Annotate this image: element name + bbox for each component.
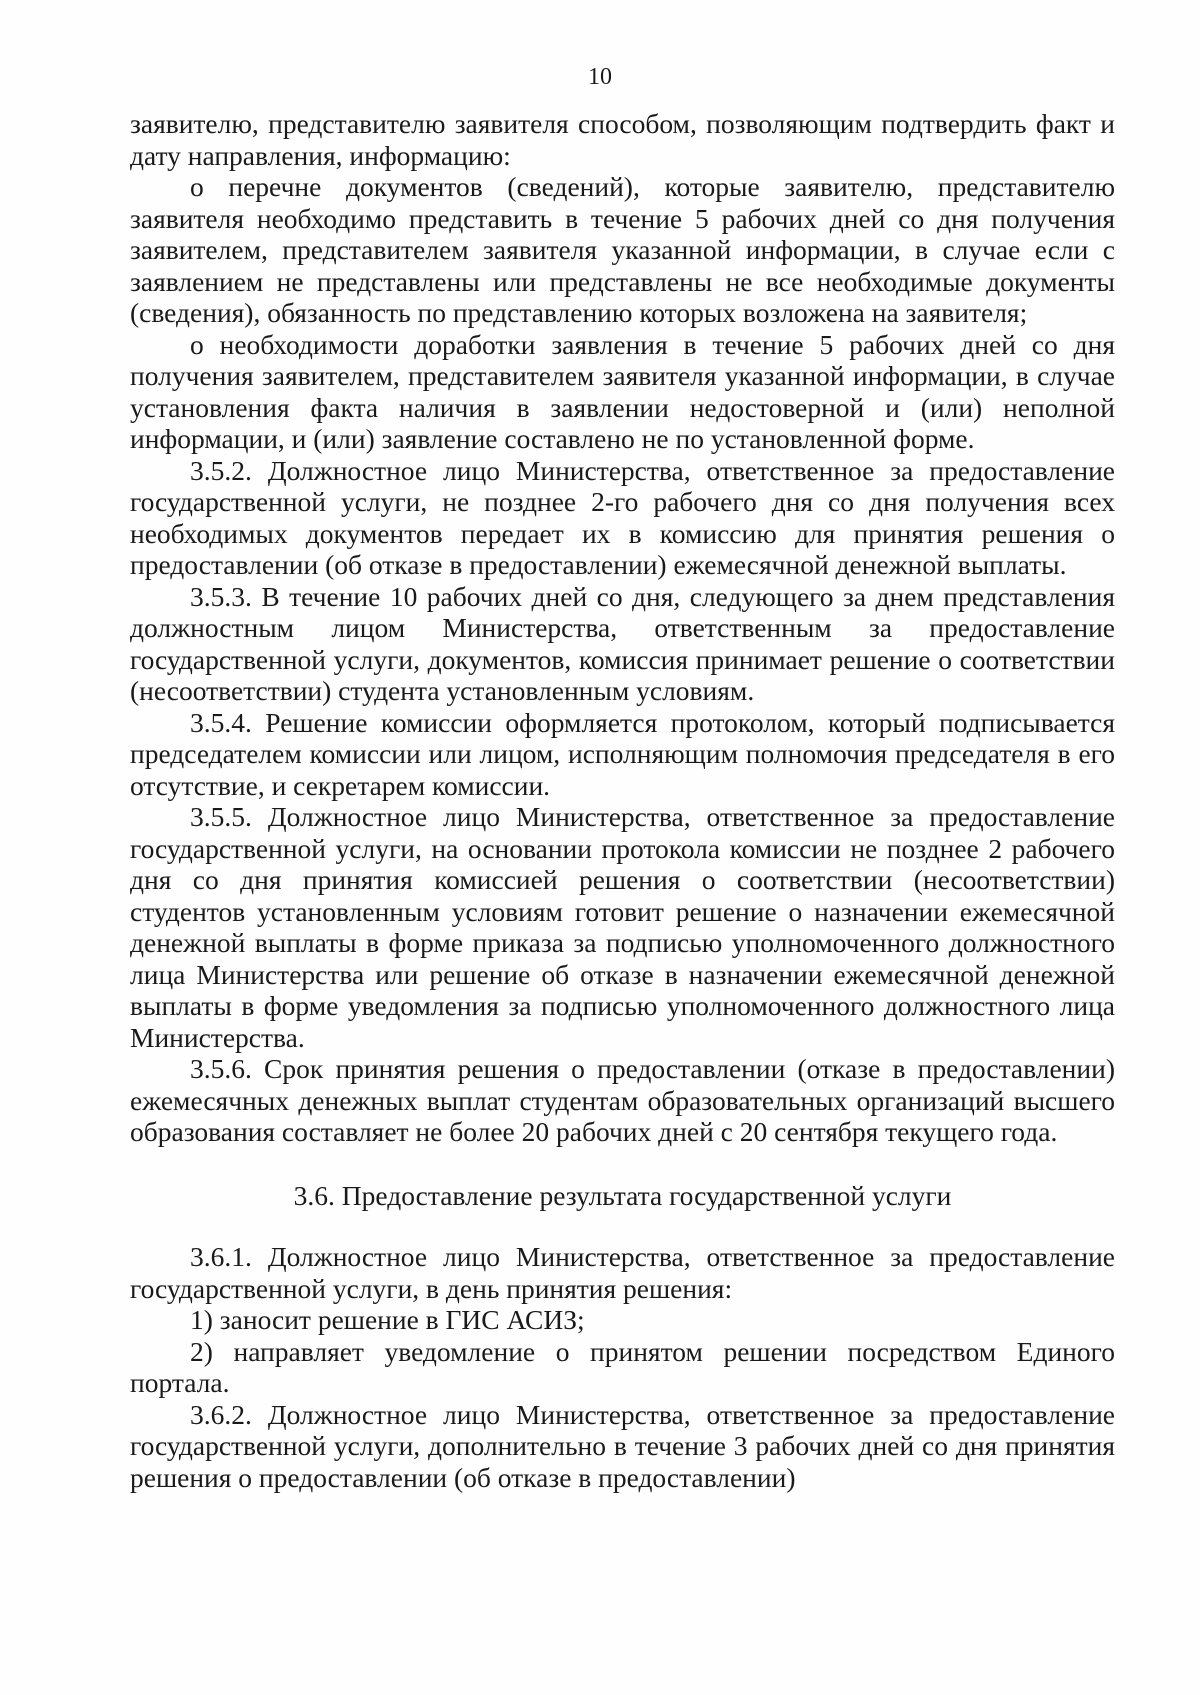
list-item-2: 2) направляет уведомление о принятом решении посредством Единого портала.: [130, 1335, 1115, 1398]
paragraph-3-5-3: 3.5.3. В течение 10 рабочих дней со дня, следующего за днем представления должностным лицом Министерства, ответственным за предоставление государственной услуги, документов, комиссия принимает решение о соответствии (несоответствии) студента установленным условиям.: [130, 580, 1115, 706]
document-body: [130, 108, 1115, 1493]
paragraph-3-5-6: 3.5.6. Срок принятия решения о предоставлении (отказе в предоставлении) ежемесячных денежных выплат студентам образовательных организаций высшего образования составляет не более 20 рабочих дней с 20 сентября текущего года.: [130, 1053, 1115, 1147]
paragraph-3-5-4: 3.5.4. Решение комиссии оформляется протоколом, который подписывается председателем комиссии или лицом, исполняющим полномочия председателя в его отсутствие, и секретарем комиссии.: [130, 706, 1115, 801]
list-item-1: 1) заносит решение в ГИС АСИЗ;: [190, 1304, 585, 1335]
paragraph-continuation: заявителю, представителю заявителя способом, позволяющим подтвердить факт и дату направления, информацию:: [130, 108, 1115, 171]
paragraph-revision-needed: о необходимости доработки заявления в течение 5 рабочих дней со дня получения заявителем, представителем заявителя указанной информации, в случае установления факта наличия в заявлении недостоверной и (или) неполной информации, и (или) заявление составлено не по установленной форме.: [130, 328, 1115, 454]
page-number: 10: [588, 64, 612, 90]
paragraph-3-6-2: 3.6.2. Должностное лицо Министерства, ответственное за предоставление государственной услуги, дополнительно в течение 3 рабочих дней со дня принятия решения о предоставлении (об отказе в предоставлении): [130, 1398, 1115, 1493]
paragraph-3-5-5: 3.5.5. Должностное лицо Министерства, ответственное за предоставление государственной услуги, на основании протокола комиссии не позднее 2 рабочего дня со дня принятия комиссией решения о соответствии (несоответствии) студентов установленным условиям готовит решение о назначении ежемесячной денежной выплаты в форме приказа за подписью уполномоченного должностного лица Министерства или решение об отказе в назначении ежемесячной денежной выплаты в форме уведомления за подписью уполномоченного должностного лица Министерства.: [130, 801, 1115, 1053]
paragraph-documents-list: о перечне документов (сведений), которые заявителю, представителю заявителя необходимо представить в течение 5 рабочих дней со дня получения заявителем, представителем заявителя указанной информации, в случае если с заявлением не представлены или представлены не все необходимые документы (сведения), обязанность по представлению которых возложена на заявителя;: [130, 171, 1115, 328]
paragraph-3-6-1: 3.6.1. Должностное лицо Министерства, ответственное за предоставление государственной услуги, в день принятия решения:: [130, 1241, 1115, 1304]
paragraph-3-5-2: 3.5.2. Должностное лицо Министерства, ответственное за предоставление государственной услуги, не позднее 2-го рабочего дня со дня получения всех необходимых документов передает их в комиссию для принятия решения о предоставлении (об отказе в предоставлении) ежемесячной денежной выплаты.: [130, 454, 1115, 580]
section-heading-3-6: 3.6. Предоставление результата государственной услуги: [293, 1179, 952, 1211]
